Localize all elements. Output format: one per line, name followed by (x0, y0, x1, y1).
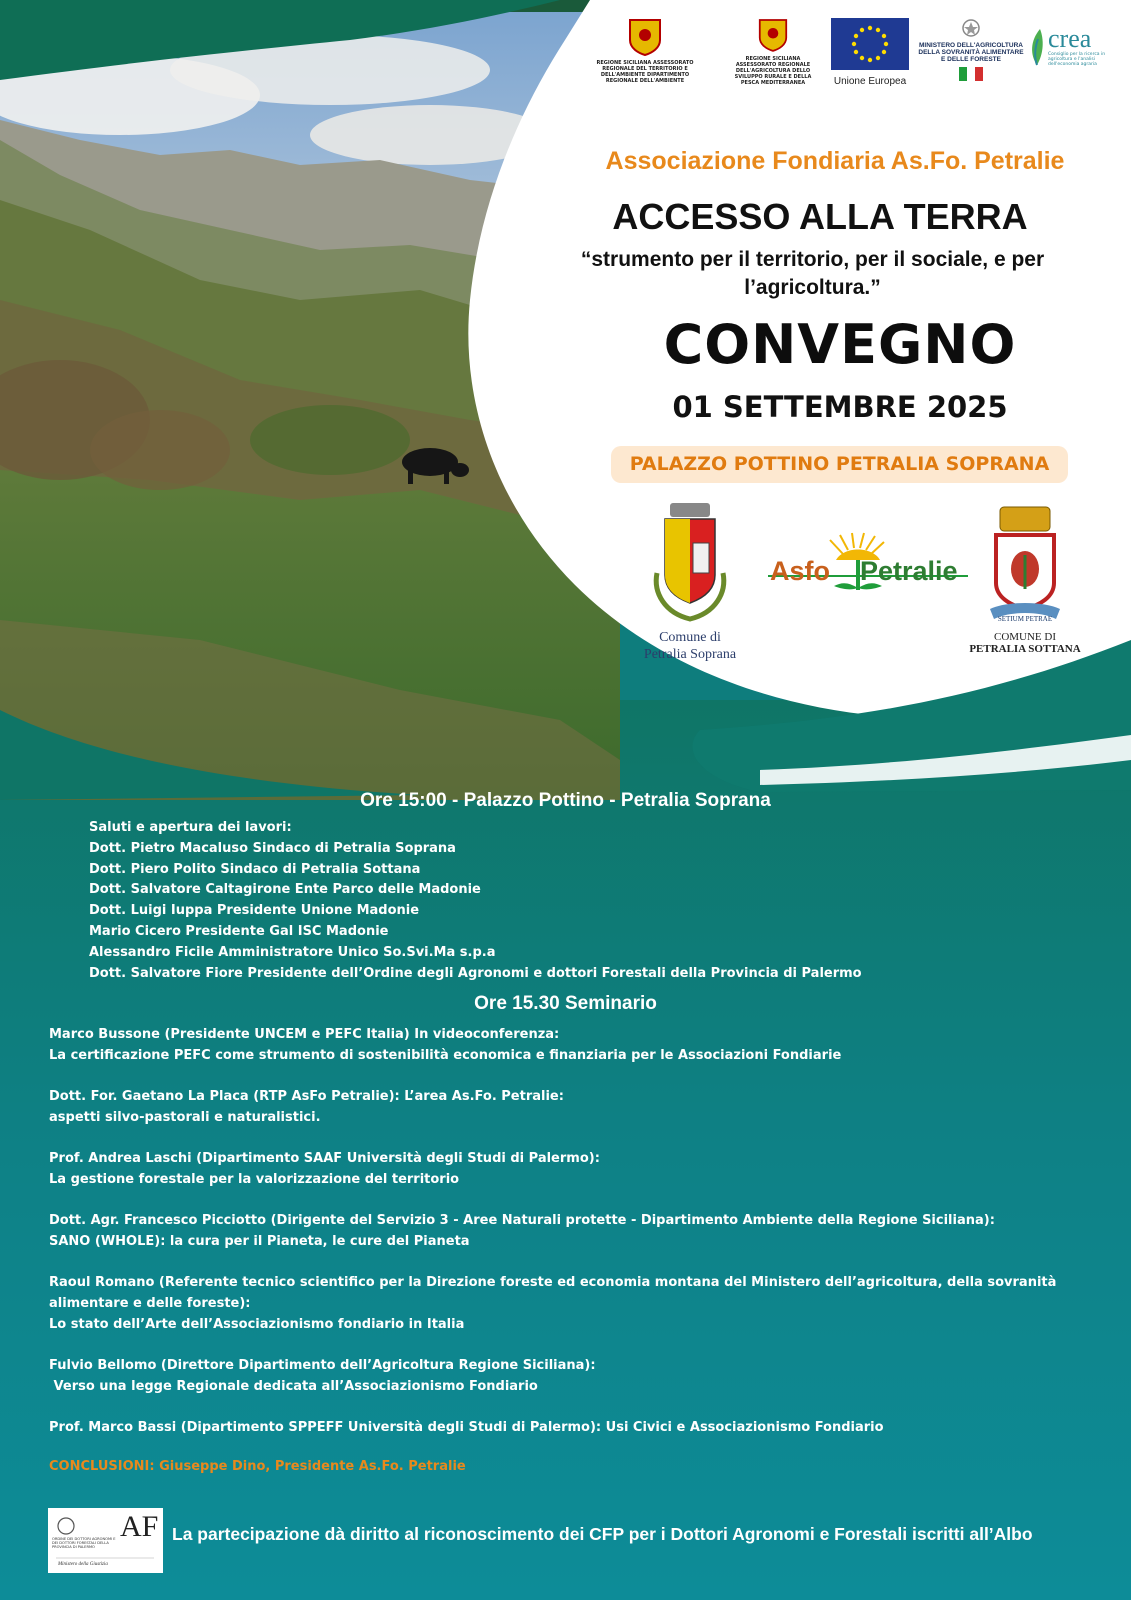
svg-text:AF: AF (120, 1510, 159, 1543)
list-item: Dott. Salvatore Fiore Presidente dell’Ordine degli Agronomi e dottori Forestali della Provincia di Palermo (89, 965, 862, 981)
seminar-item (49, 1418, 1114, 1439)
list-item: Mario Cicero Presidente Gal ISC Madonie (89, 923, 389, 939)
topic: Lo stato dell’Arte dell’Associazionismo fondiario in Italia (49, 1316, 465, 1332)
subtitle: “strumento per il territorio, per il sociale, e per l’agricoltura.” (580, 248, 1045, 299)
topic: La gestione forestale per la valorizzazione del territorio (49, 1172, 460, 1188)
sponsor-logos (590, 18, 1120, 96)
coat-of-arms-icon (645, 503, 735, 625)
sicily-shield-icon (758, 18, 788, 52)
speaker: Prof. Andrea Laschi (Dipartimento SAAF Università degli Studi di Palermo): (49, 1151, 600, 1167)
speaker: Fulvio Bellomo (Direttore Dipartimento dell’Agricoltura Regione Siciliana): (49, 1358, 596, 1374)
association-name: Associazione Fondiaria As.Fo. Petralie (605, 147, 1065, 175)
cfp-note: La partecipazione dà diritto al riconoscimento dei CFP per i Dottori Agronomi e Forestali iscritti all’Albo (172, 1524, 1033, 1544)
asfo-petralie-logo (768, 532, 968, 602)
conclusion: CONCLUSIONI: Giuseppe Dino, Presidente As.Fo. Petralie (49, 1459, 466, 1475)
session1-title: Ore 15:00 - Palazzo Pottino - Petralia Soprana (360, 790, 771, 811)
sottana-ribbon: SETIUM PETRAE (997, 615, 1053, 623)
speaker: Dott. Agr. Francesco Picciotto (Dirigente del Servizio 3 - Aree Naturali protette - Dipartimento Ambiente della Regione Siciliana): (49, 1213, 995, 1229)
program (0, 790, 1131, 1474)
list-item: Dott. Piero Polito Sindaco di Petralia Sottana (89, 861, 421, 877)
coat-of-arms-icon (986, 505, 1064, 623)
speaker: Prof. Marco Bassi (Dipartimento SPPEFF Università degli Studi di Palermo): Usi Civici e Associazionismo Fondiario (49, 1420, 884, 1436)
saluti-list (0, 818, 1131, 984)
list-item: Saluti e apertura dei lavori: (89, 820, 292, 835)
petralie-word: Petralie (860, 556, 958, 586)
eu-flag-icon (831, 18, 909, 70)
list-item: Dott. Pietro Macaluso Sindaco di Petralia Soprana (89, 840, 456, 856)
seminar-item (49, 1211, 1114, 1253)
ordine-agronomi-logo (48, 1508, 163, 1573)
speaker: Marco Bussone (Presidente UNCEM e PEFC Italia) In videoconferenza: (49, 1027, 560, 1043)
crea-leaf-icon (1026, 27, 1048, 67)
seminar-item (49, 1087, 1114, 1129)
headline: ACCESSO ALLA TERRA (612, 196, 1028, 237)
asfo-word: Asfo (770, 556, 830, 586)
seminar-item (49, 1025, 1114, 1067)
speaker: Raoul Romano (Referente tecnico scientifico per la Direzione foreste ed economia montana del Ministero dell’agricoltura, della sovranità alimentare e delle foreste): (49, 1275, 1057, 1312)
topic: Verso una legge Regionale dedicata all’Associazionismo Fondiario (49, 1378, 538, 1394)
topic: aspetti silvo-pastorali e naturalistici. (49, 1110, 321, 1126)
list-item: Dott. Salvatore Caltagirone Ente Parco delle Madonie (89, 882, 481, 898)
italian-flag-icon (959, 67, 983, 81)
session2-title: Ore 15.30 Seminario (474, 993, 657, 1015)
comune-petralia-sottana-logo: SETIUM PETRAE COMUNE DI PETRALIA SOTTANA (965, 505, 1085, 655)
regione-agricoltura-logo: REGIONE SICILIANA ASSESSORATO REGIONALE DELL'AGRICOLTURA DELLO SVILUPPO RURALE E DELLA PESCA MEDITERRANEA (728, 18, 818, 86)
seminar-list (0, 1025, 1131, 1439)
italian-emblem-icon (962, 18, 980, 38)
sicily-shield-icon (628, 18, 662, 56)
seal-org: ORDINE DEI DOTTORI AGRONOMI E DEI DOTTORI FORESTALI DELLA PROVINCIA DI PALERMO (52, 1537, 116, 1550)
crea-logo: crea Consiglio per la ricerca in agricoltura e l'analisi dell'economia agraria (1026, 18, 1120, 67)
topic: La certificazione PEFC come strumento di sostenibilità economica e finanziaria per le Associazioni Fondiarie (49, 1048, 842, 1064)
regione-ambiente-logo: REGIONE SICILIANA ASSESSORATO REGIONALE DEL TERRITORIO E DELL'AMBIENTE DIPARTIMENTO REGIONALE DELL'AMBIENTE (590, 18, 700, 84)
eu-logo: Unione Europea (830, 18, 910, 87)
seminar-item (49, 1356, 1114, 1398)
list-item: Alessandro Ficile Amministratore Unico So.Svi.Ma s.p.a (89, 944, 496, 960)
topic: SANO (WHOLE): la cura per il Pianeta, le cure del Pianeta (49, 1234, 470, 1250)
seminar-item (49, 1149, 1114, 1191)
seminar-item (49, 1273, 1114, 1335)
event-title: CONVEGNO (663, 313, 1017, 376)
event-date: 01 SETTEMBRE 2025 (672, 390, 1008, 424)
speaker: Dott. For. Gaetano La Placa (RTP AsFo Petralie): L’area As.Fo. Petralie: (49, 1089, 564, 1105)
footer (48, 1508, 1118, 1573)
ministero-logo: MINISTERO DELL'AGRICOLTURA DELLA SOVRANITÀ ALIMENTARE E DELLE FORESTE (918, 18, 1024, 85)
seal-ministry: Ministero della Giustizia (58, 1562, 108, 1567)
venue-badge: PALAZZO POTTINO PETRALIA SOPRANA (611, 446, 1068, 483)
list-item: Dott. Luigi Iuppa Presidente Unione Madonie (89, 903, 420, 919)
comune-petralia-soprana-logo: Comune di Petralia Soprana (625, 503, 755, 663)
